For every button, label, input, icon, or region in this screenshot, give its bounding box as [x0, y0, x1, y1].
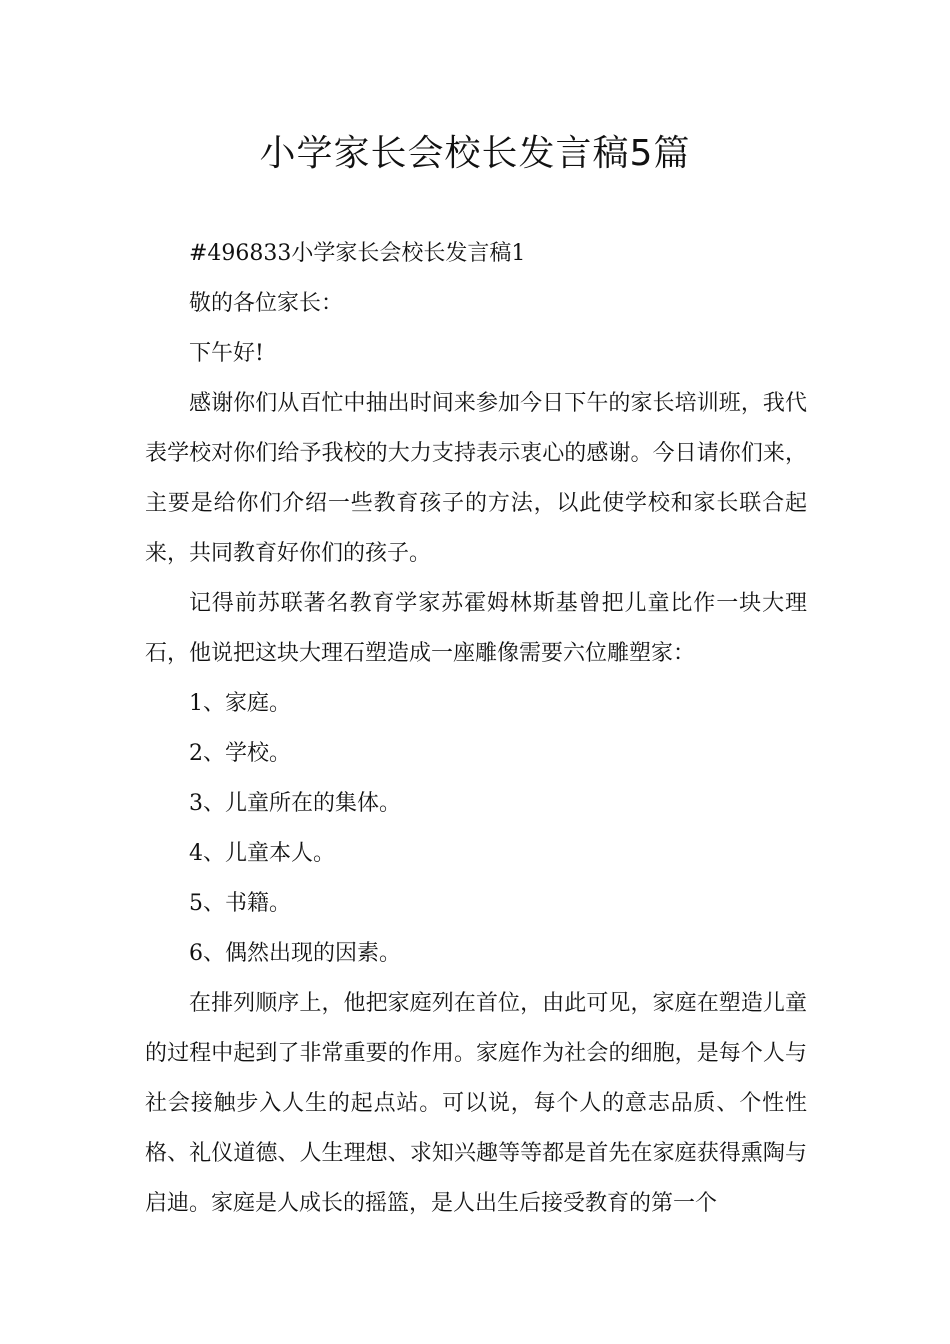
document-body [145, 229, 807, 1229]
paragraph-heading: #496833小学家长会校长发言稿1 [189, 241, 526, 266]
list-item: 3、儿童所在的集体。 [189, 791, 401, 816]
paragraph-thanks: 感谢你们从百忙中抽出时间来参加今日下午的家长培训班，我代表学校对你们给予我校的大力支持表示衷心的感谢。今日请你们来，主要是给你们介绍一些教育孩子的方法，以此使学校和家长联合起来，共同教育好你们的孩子。 [145, 391, 807, 566]
list-item: 6、偶然出现的因素。 [189, 941, 401, 966]
paragraph-salutation: 敬的各位家长： [189, 291, 344, 316]
paragraph-family-role: 在排列顺序上，他把家庭列在首位，由此可见，家庭在塑造儿童的过程中起到了非常重要的作用。家庭作为社会的细胞，是每个人与社会接触步入人生的起点站。可以说，每个人的意志品质、个性性格、礼仪道德、人生理想、求知兴趣等等都是首先在家庭获得熏陶与启迪。家庭是人成长的摇篮，是人出生后接受教育的第一个 [145, 991, 807, 1216]
paragraph-greeting: 下午好! [189, 341, 264, 366]
document-title: 小学家长会校长发言稿5篇 [259, 133, 691, 174]
list-item: 5、书籍。 [189, 891, 291, 916]
list-item: 2、学校。 [189, 741, 291, 766]
list-item: 1、家庭。 [189, 691, 291, 716]
list-item: 4、儿童本人。 [189, 841, 335, 866]
paragraph-sculptor-quote: 记得前苏联著名教育学家苏霍姆林斯基曾把儿童比作一块大理石，他说把这块大理石塑造成一座雕像需要六位雕塑家： [145, 591, 807, 666]
